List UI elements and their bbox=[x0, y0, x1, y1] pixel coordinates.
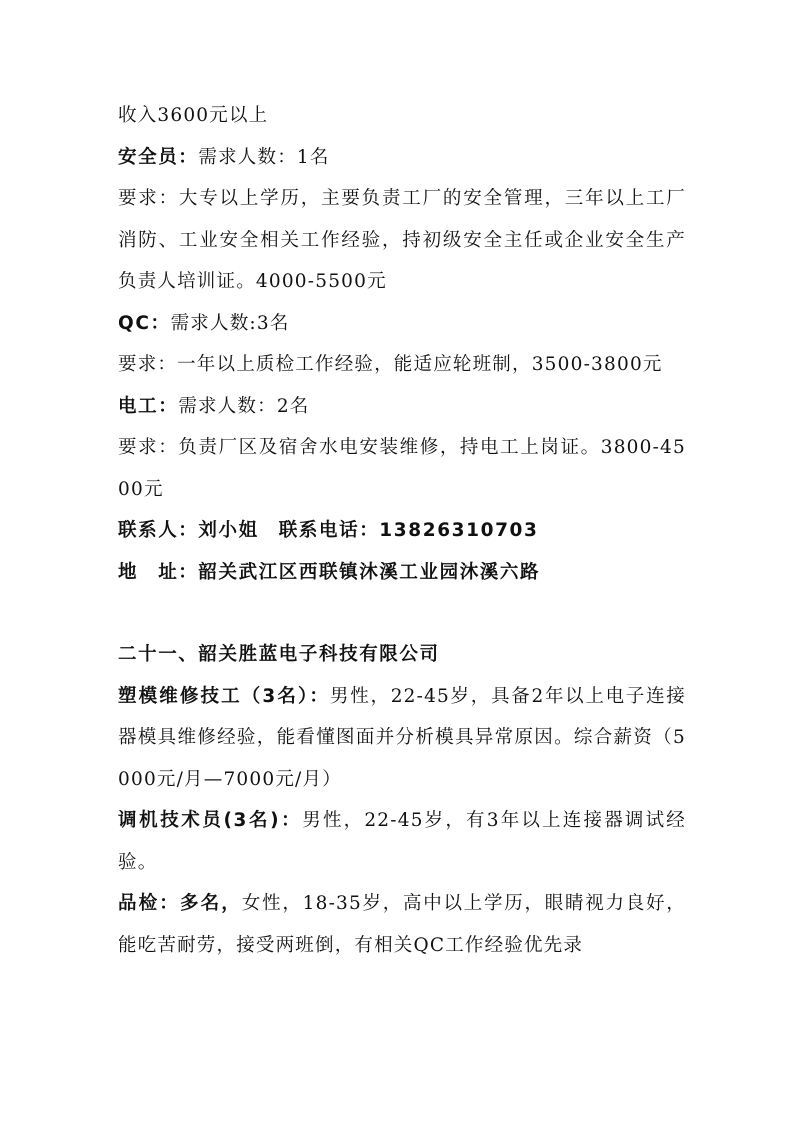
contact-line: 联系人：刘小姐 联系电话：13826310703 bbox=[118, 520, 539, 541]
electrician-heading bbox=[118, 386, 686, 428]
document-page bbox=[118, 95, 686, 966]
headcount-text: 需求人数：1名 bbox=[198, 146, 330, 168]
headcount-text: 需求人数：2名 bbox=[178, 395, 310, 417]
position-label: 塑模维修技工（3名）： bbox=[118, 685, 331, 707]
company-heading: 二十一、韶关胜蓝电子科技有限公司 bbox=[118, 644, 440, 665]
address-line: 地 址：韶关武江区西联镇沐溪工业园沐溪六路 bbox=[118, 561, 541, 583]
position-label: 安全员： bbox=[118, 146, 199, 168]
debug-technician-entry bbox=[118, 800, 686, 883]
position-details: 男性，22-45岁，有3年以上连接器调试经验。 bbox=[118, 810, 686, 873]
position-details: 男性，22-45岁，具备2年以上电子连接器模具维修经验，能看懂图面并分析模具异常原因。综合薪资（5000元/月—7000元/月） bbox=[118, 685, 686, 790]
salary-line: 收入3600元以上 bbox=[118, 105, 269, 126]
position-label: 电工： bbox=[118, 395, 179, 417]
safety-officer-requirements: 要求：大专以上学历，主要负责工厂的安全管理，三年以上工厂消防、工业安全相关工作经验，持初级安全主任或企业安全生产负责人培训证。4000-5500元 bbox=[118, 188, 686, 292]
qc-heading bbox=[118, 303, 686, 345]
electrician-requirements: 要求：负责厂区及宿舍水电安装维修，持电工上岗证。3800-4500元 bbox=[118, 437, 686, 500]
mold-technician-entry bbox=[118, 676, 686, 801]
position-label: 调机技术员(3名)： bbox=[118, 810, 303, 831]
position-label: 品检：多名， bbox=[118, 893, 242, 914]
position-details: 女性，18-35岁，高中以上学历，眼睛视力良好，能吃苦耐劳，接受两班倒，有相关QC工作经验优先录 bbox=[118, 893, 686, 956]
headcount-text: 需求人数:3名 bbox=[170, 312, 290, 334]
position-label: QC： bbox=[118, 312, 171, 334]
qc-requirements: 要求：一年以上质检工作经验，能适应轮班制，3500-3800元 bbox=[118, 354, 663, 375]
quality-inspector-entry bbox=[118, 883, 686, 966]
section-gap bbox=[118, 593, 686, 634]
safety-officer-heading bbox=[118, 137, 686, 179]
